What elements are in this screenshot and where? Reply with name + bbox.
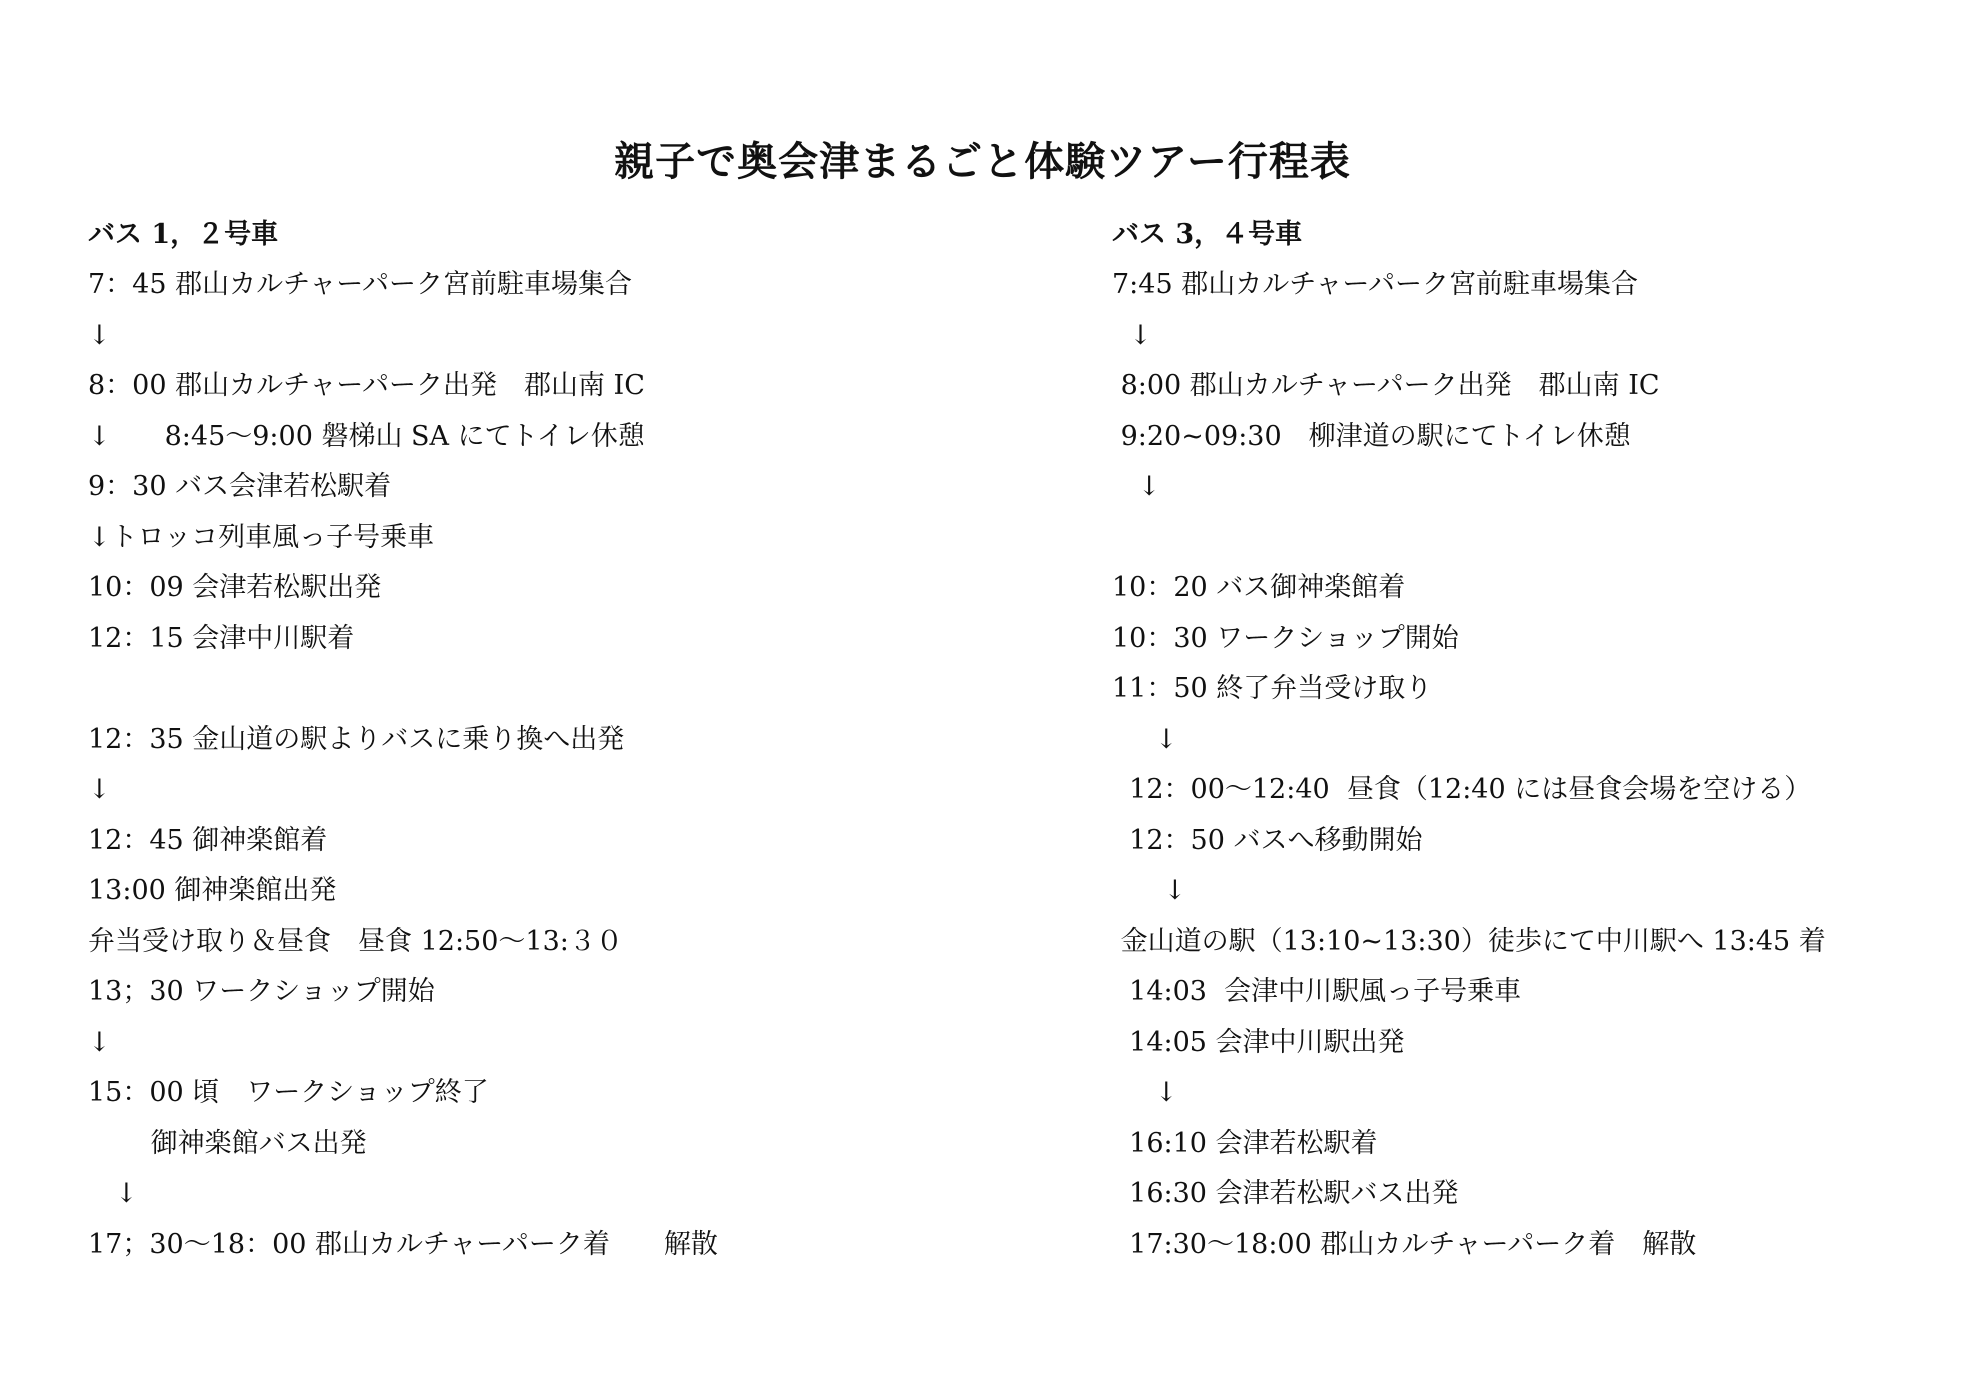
schedule-line: 12：50 バスへ移動開始: [1112, 824, 1423, 856]
schedule-line: 8：00 郡山カルチャーパーク出発 郡山南 IC: [88, 370, 645, 401]
arrow-icon: ↓: [88, 1178, 138, 1209]
schedule-line: 11：50 終了弁当受け取り: [1112, 673, 1433, 704]
arrow-icon: ↓: [1112, 1077, 1178, 1108]
schedule-line: 8:00 郡山カルチャーパーク出発 郡山南 IC: [1112, 370, 1660, 401]
schedule-line: 12：15 会津中川駅着: [88, 622, 355, 654]
arrow-icon: ↓: [88, 1026, 111, 1058]
schedule-line: 12：00～12:40 昼食（12:40 には昼食会場を空ける）: [1112, 774, 1812, 805]
schedule-line: 14:05 会津中川駅出発: [1112, 1026, 1405, 1058]
schedule-line: 12：45 御神楽館着: [88, 824, 328, 856]
schedule-line: 13:00 御神楽館出発: [88, 875, 337, 906]
bus-1-2-schedule: [88, 210, 988, 1270]
arrow-icon: ↓: [1112, 723, 1178, 755]
schedule-line: 10：09 会津若松駅出発: [88, 572, 382, 603]
schedule-line: 16:10 会津若松駅着: [1112, 1127, 1378, 1159]
schedule-line: 10：30 ワークショップ開始: [1112, 622, 1459, 654]
schedule-line: 9：30 バス会津若松駅着: [88, 471, 392, 502]
bus-3-4-heading: バス 3，４号車: [1112, 219, 1303, 250]
bus-1-2-heading: バス 1，２号車: [88, 219, 279, 250]
schedule-line: 7:45 郡山カルチャーパーク宮前駐車場集合: [1112, 269, 1639, 300]
arrow-icon: ↓: [88, 774, 111, 805]
arrow-icon: ↓: [1112, 875, 1187, 906]
schedule-line: 17:30～18:00 郡山カルチャーパーク着 解散: [1112, 1228, 1697, 1260]
schedule-line: 17；30～18：00 郡山カルチャーパーク着 解散: [88, 1228, 718, 1260]
schedule-line: 15：00 頃 ワークショップ終了: [88, 1077, 489, 1108]
schedule-line: 9:20~09:30 柳津道の駅にてトイレ休憩: [1112, 420, 1631, 452]
blank-line: [1112, 513, 1952, 564]
arrow-icon: ↓: [1112, 471, 1161, 502]
schedule-line: 13；30 ワークショップ開始: [88, 976, 435, 1007]
schedule-line: 16:30 会津若松駅バス出発: [1112, 1178, 1459, 1209]
schedule-line: ↓トロッコ列車風っ子号乗車: [88, 521, 435, 553]
arrow-icon: ↓: [1112, 319, 1152, 351]
schedule-line: 7：45 郡山カルチャーパーク宮前駐車場集合: [88, 269, 632, 300]
blank-line: [88, 664, 988, 715]
bus-3-4-schedule: [1112, 210, 1952, 1270]
schedule-line: ↓ 8:45～9:00 磐梯山 SA にてトイレ休憩: [88, 420, 645, 452]
schedule-line: 御神楽館バス出発: [88, 1127, 367, 1159]
schedule-line: 14:03 会津中川駅風っ子号乗車: [1112, 976, 1522, 1007]
page-title: 親子で奥会津まるごと体験ツアー行程表: [614, 138, 1351, 185]
arrow-icon: ↓: [88, 319, 111, 351]
schedule-line: 12：35 金山道の駅よりバスに乗り換へ出発: [88, 723, 625, 755]
schedule-line: 弁当受け取り＆昼食 昼食 12:50～13:３０: [88, 925, 623, 957]
schedule-line: 10：20 バス御神楽館着: [1112, 572, 1406, 603]
schedule-line: 金山道の駅（13:10~13:30）徒歩にて中川駅へ 13:45 着: [1112, 925, 1826, 957]
